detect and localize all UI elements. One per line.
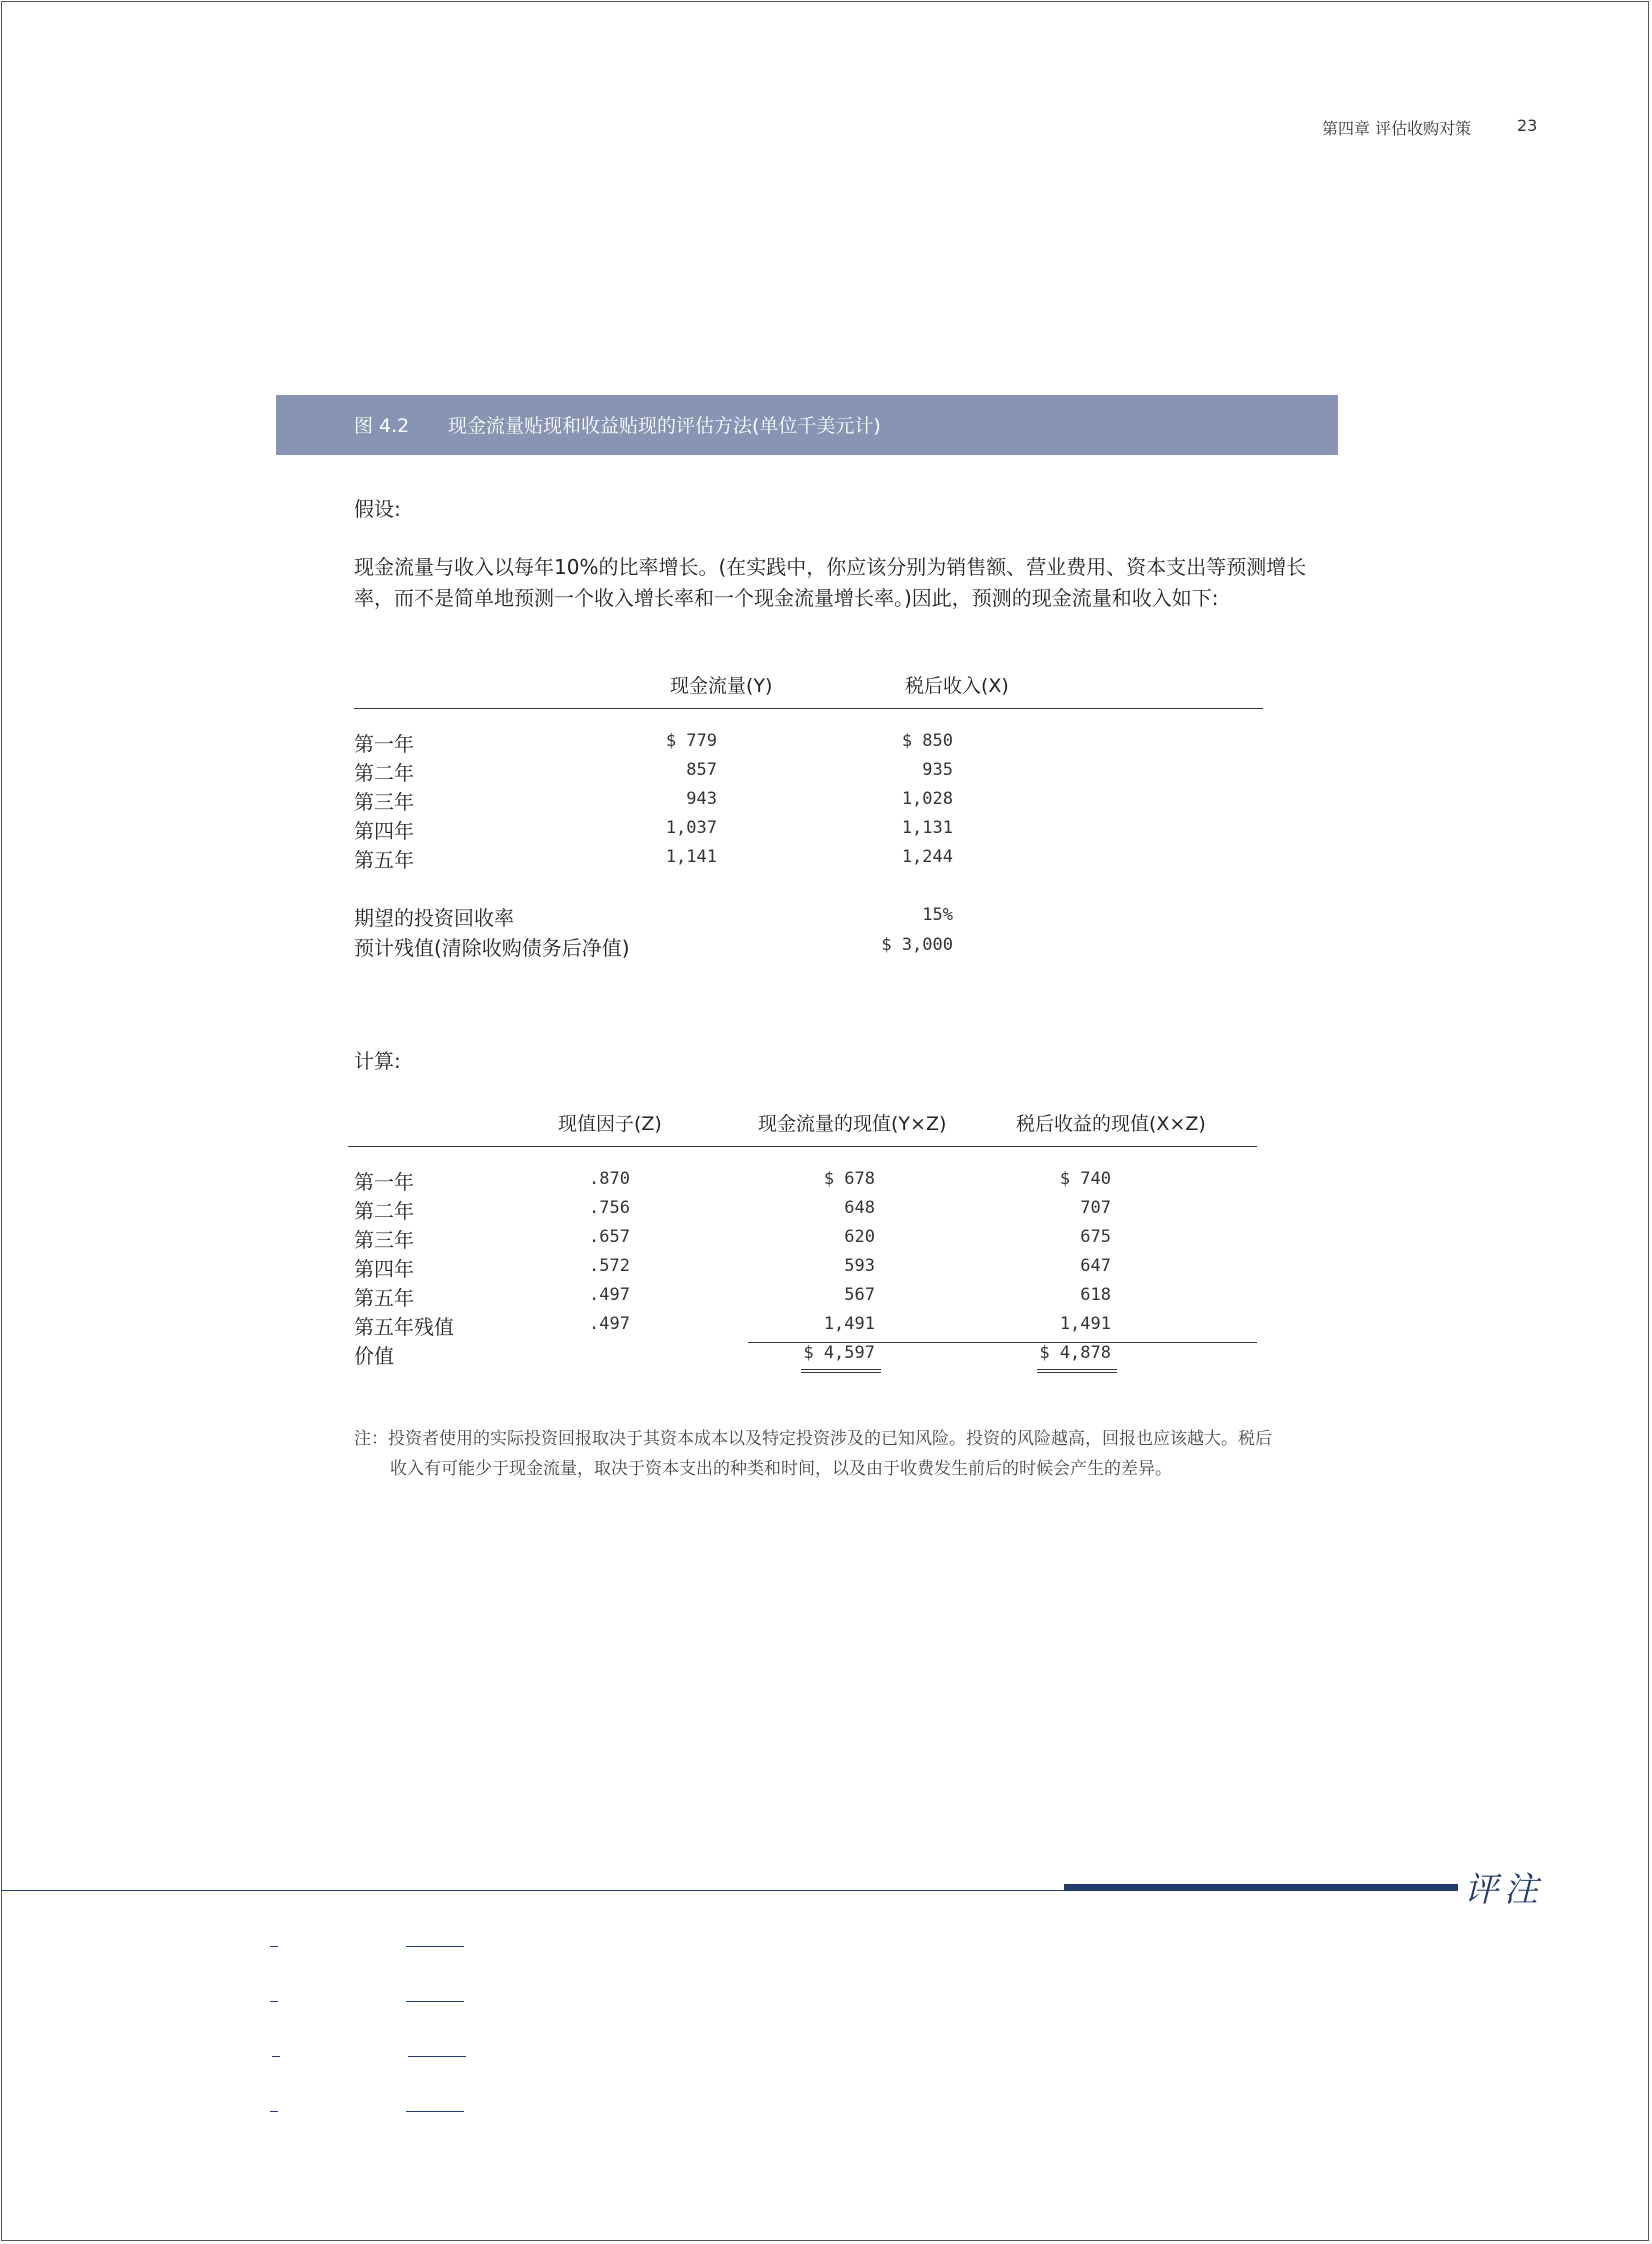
total-pv-cashflow: $ 4,597	[803, 1343, 875, 1363]
row-label: 第四年	[354, 1257, 414, 1281]
margin-mark	[270, 2111, 278, 2112]
pv-cashflow-value: $ 678	[823, 1169, 875, 1189]
row-label: 第四年	[354, 819, 414, 843]
forecast-header-cashflow: 现金流量(Y)	[670, 675, 773, 697]
cashflow-value: 1,141	[665, 847, 717, 867]
assumptions-paragraph-line2: 率，而不是简单地预测一个收入增长率和一个现金流量增长率。)因此，预测的现金流量和收入如下:	[354, 586, 1219, 610]
factor-value: .572	[589, 1256, 630, 1276]
return-rate-value: 15%	[922, 905, 953, 925]
factor-value: .756	[589, 1198, 630, 1218]
chapter-header: 第四章 评估收购对策	[1322, 119, 1472, 138]
income-value: $ 850	[901, 731, 953, 751]
total-label: 价值	[354, 1344, 394, 1368]
calc-header-factor: 现值因子(Z)	[558, 1113, 662, 1135]
row-label: 第五年	[354, 1286, 414, 1310]
figure-label: 图 4.2	[354, 415, 410, 437]
row-label: 第五年残值	[354, 1315, 454, 1339]
pv-cashflow-value: 620	[844, 1227, 875, 1247]
return-rate-label: 期望的投资回收率	[354, 906, 514, 930]
row-label: 第三年	[354, 790, 414, 814]
row-label: 第五年	[354, 848, 414, 872]
note-line1: 注：投资者使用的实际投资回报取决于其资本成本以及特定投资涉及的已知风险。投资的风险越高，回报也应该越大。税后	[354, 1429, 1272, 1449]
pv-income-value: 675	[1080, 1227, 1111, 1247]
footer-rule	[2, 1890, 1064, 1891]
factor-value: .497	[589, 1314, 630, 1334]
cashflow-value: 857	[686, 760, 717, 780]
calc-header-pv-income: 税后收益的现值(X×Z)	[1016, 1113, 1206, 1135]
factor-value: .870	[589, 1169, 630, 1189]
margin-mark	[272, 2056, 280, 2057]
row-label: 第一年	[354, 732, 414, 756]
figure-banner	[276, 395, 1338, 455]
cashflow-value: 1,037	[665, 818, 717, 838]
forecast-header-rule	[354, 708, 1263, 709]
figure-title: 现金流量贴现和收益贴现的评估方法(单位千美元计)	[448, 415, 881, 437]
income-value: 1,131	[901, 818, 953, 838]
margin-mark	[408, 2056, 466, 2057]
row-label: 第二年	[354, 1199, 414, 1223]
calc-header-rule	[348, 1146, 1257, 1147]
margin-mark	[406, 2111, 464, 2112]
factor-value: .497	[589, 1285, 630, 1305]
assumptions-heading: 假设:	[354, 497, 401, 521]
row-label: 第二年	[354, 761, 414, 785]
residual-label: 预计残值(清除收购债务后净值)	[354, 936, 630, 960]
pv-income-value: $ 740	[1059, 1169, 1111, 1189]
row-label: 第一年	[354, 1170, 414, 1194]
pv-cashflow-value: 567	[844, 1285, 875, 1305]
assumptions-paragraph-line1: 现金流量与收入以每年10%的比率增长。(在实践中，你应该分别为销售额、营业费用、资本支出等预测增长	[354, 555, 1307, 579]
margin-mark	[270, 1946, 278, 1947]
note-line2: 收入有可能少于现金流量，取决于资本支出的种类和时间，以及由于收费发生前后的时候会产生的差异。	[390, 1459, 1172, 1479]
cashflow-value: $ 779	[665, 731, 717, 751]
total-pv-income: $ 4,878	[1039, 1343, 1111, 1363]
forecast-header-income: 税后收入(X)	[905, 675, 1009, 697]
footer-accent-bar	[1064, 1884, 1458, 1891]
pv-cashflow-value: 593	[844, 1256, 875, 1276]
cashflow-value: 943	[686, 789, 717, 809]
residual-value: $ 3,000	[881, 935, 953, 955]
double-underline	[801, 1369, 881, 1373]
margin-mark	[406, 1946, 464, 1947]
pv-cashflow-value: 1,491	[823, 1314, 875, 1334]
factor-value: .657	[589, 1227, 630, 1247]
pv-income-value: 1,491	[1059, 1314, 1111, 1334]
pv-income-value: 707	[1080, 1198, 1111, 1218]
margin-mark	[270, 2001, 278, 2002]
income-value: 1,244	[901, 847, 953, 867]
pv-income-value: 647	[1080, 1256, 1111, 1276]
row-label: 第三年	[354, 1228, 414, 1252]
calculation-heading: 计算:	[354, 1049, 401, 1073]
footer-title: 评注	[1464, 1870, 1544, 1910]
margin-mark	[406, 2001, 464, 2002]
calc-header-pv-cashflow: 现金流量的现值(Y×Z)	[758, 1113, 947, 1135]
page-number: 23	[1517, 116, 1538, 135]
double-underline	[1037, 1369, 1117, 1373]
pv-cashflow-value: 648	[844, 1198, 875, 1218]
pv-income-value: 618	[1080, 1285, 1111, 1305]
income-value: 935	[922, 760, 953, 780]
income-value: 1,028	[901, 789, 953, 809]
